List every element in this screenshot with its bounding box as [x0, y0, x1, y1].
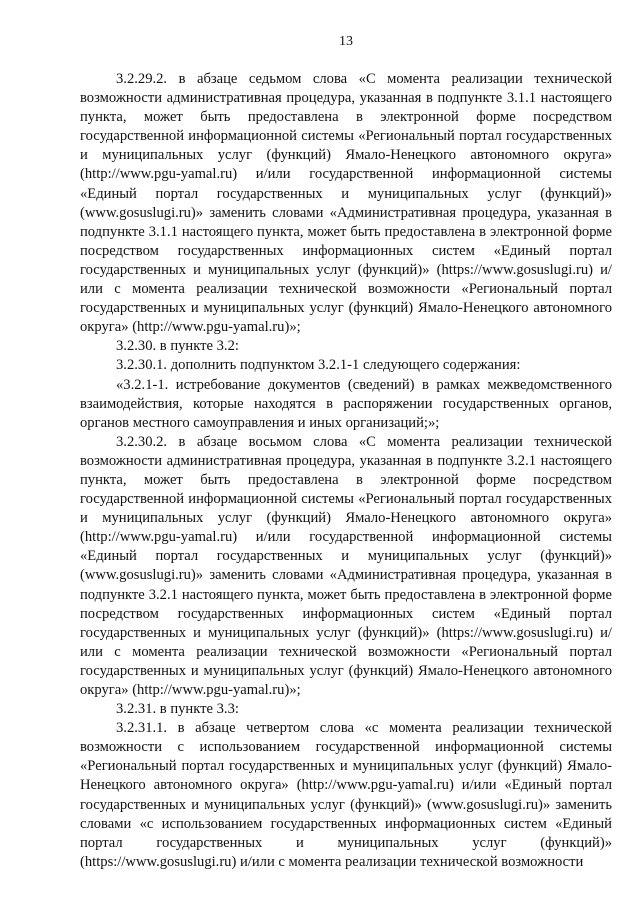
paragraph-3-2-31: 3.2.31. в пункте 3.3:	[116, 701, 239, 718]
paragraph-3-2-30: 3.2.30. в пункте 3.2:	[116, 338, 239, 355]
paragraph-3-2-1-1-quote: «3.2.1-1. истребование документов (сведений) в рамках межведомственного взаимодействия, которые находятся в распоряжении государственных органов, органов местного самоуправления и иных организаций;»;	[80, 376, 612, 431]
paragraph-3-2-30-1: 3.2.30.1. дополнить подпунктом 3.2.1-1 следующего содержания:	[116, 357, 521, 374]
paragraph-3-2-29-2: 3.2.29.2. в абзаце седьмом слова «С момента реализации технической возможности административная процедура, указанная в подпункте 3.1.1 настоящего пункта, может быть предоставлена в электронной форме посредством государственной информационной системы «Региональный портал государственных и муниципальных услуг (функций) Ямало-Ненецкого автономного округа» (http://www.pgu-yamal.ru) и/или государственной информационной системы «Единый портал государственных и муниципальных услуг (функций)» (www.gosuslugi.ru)» заменить словами «Административная процедура, указанная в подпункте 3.1.1 настоящего пункта, может быть предоставлена в электронной форме посредством государственных информационных систем «Единый портал государственных и муниципальных услуг (функций)» (https://www.gosuslugi.ru) и/или с момента реализации технической возможности «Региональный портал государственных и муниципальных услуг (функций) Ямало-Ненецкого автономного округа» (http://www.pgu-yamal.ru)»;	[80, 71, 612, 336]
paragraph-3-2-31-1: 3.2.31.1. в абзаце четвертом слова «с момента реализации технической возможности с использованием государственной информационной системы «Региональный портал государственных и муниципальных услуг (функций) Ямало-Ненецкого автономного округа» (http://www.pgu-yamal.ru) и/или «Единый портал государственных и муниципальных услуг (функций)» (www.gosuslugi.ru)» заменить словами «с использованием государственных информационных систем «Единый портал государственных и муниципальных услуг (функций)» (https://www.gosuslugi.ru) и/или с момента реализации технической возможности	[80, 720, 612, 870]
document-body	[80, 70, 612, 872]
paragraph-3-2-30-2: 3.2.30.2. в абзаце восьмом слова «С момента реализации технической возможности административная процедура, указанная в подпункте 3.2.1 настоящего пункта, может быть предоставлена в электронной форме посредством государственной информационной системы «Региональный портал государственных и муниципальных услуг (функций) Ямало-Ненецкого автономного округа» (http://www.pgu-yamal.ru) и/или государственной информационной системы «Единый портал государственных и муниципальных услуг (функций)» (www.gosuslugi.ru)» заменить словами «Административная процедура, указанная в подпункте 3.2.1 настоящего пункта, может быть предоставлена в электронной форме посредством государственных информационных систем «Единый портал государственных и муниципальных услуг (функций)» (https://www.gosuslugi.ru) и/или с момента реализации технической возможности «Региональный портал государственных и муниципальных услуг (функций) Ямало-Ненецкого автономного округа» (http://www.pgu-yamal.ru)»;	[80, 433, 612, 698]
page-number: 13	[339, 34, 353, 49]
